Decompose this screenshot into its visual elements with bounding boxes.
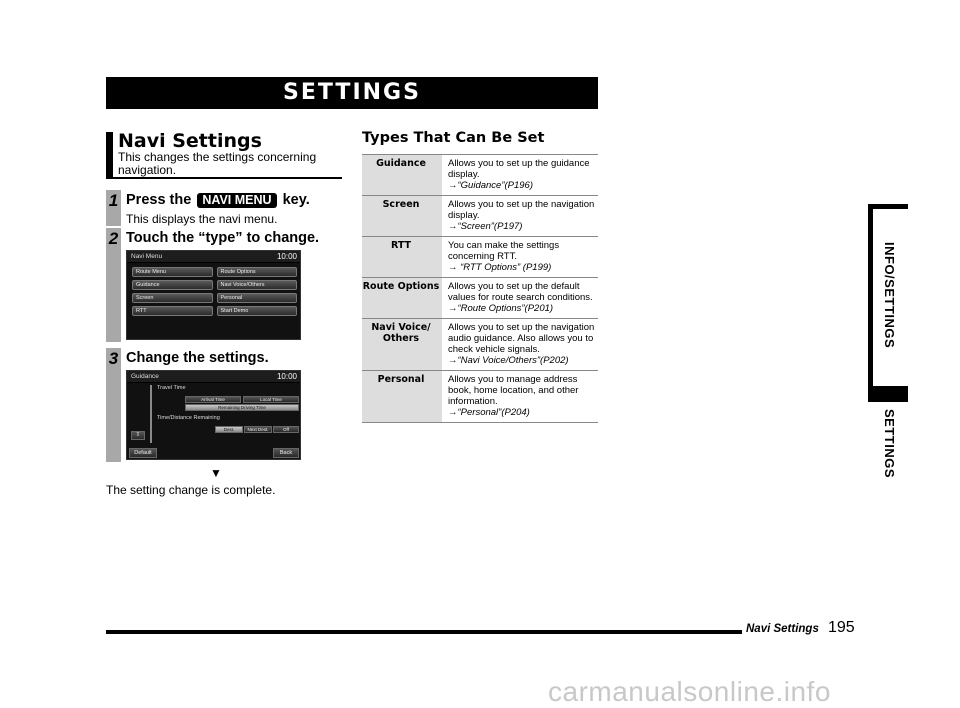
footer-rule bbox=[106, 630, 742, 634]
type-desc-text: Allows you to set up the navigation display. bbox=[448, 199, 595, 221]
scroll-up-icon[interactable]: ⇧ bbox=[131, 431, 145, 440]
route-options-button[interactable]: Route Options bbox=[217, 267, 298, 277]
guidance-button[interactable]: Guidance bbox=[132, 280, 213, 290]
scroll-track[interactable] bbox=[150, 385, 152, 443]
step-1 bbox=[106, 190, 342, 230]
type-reference: →“Route Options”(P201) bbox=[448, 303, 554, 314]
step-number: 3 bbox=[106, 348, 121, 462]
navi-menu-screen bbox=[126, 250, 301, 340]
table-row bbox=[362, 278, 598, 319]
step-title-post: key. bbox=[278, 192, 310, 208]
step-2 bbox=[106, 228, 342, 348]
screen-clock: 10:00 bbox=[276, 252, 297, 261]
types-table bbox=[362, 154, 598, 423]
type-reference: →“Screen”(P197) bbox=[448, 221, 523, 232]
screen-title-bar bbox=[127, 251, 300, 263]
screen-clock: 10:00 bbox=[276, 372, 297, 381]
type-name: Route Options bbox=[362, 278, 442, 319]
type-description bbox=[442, 196, 598, 237]
type-reference: →“Guidance”(P196) bbox=[448, 180, 534, 191]
type-name: RTT bbox=[362, 237, 442, 278]
rtt-button[interactable]: RTT bbox=[132, 306, 213, 316]
route-menu-button[interactable]: Route Menu bbox=[132, 267, 213, 277]
time-distance-label: Time/Distance Remaining bbox=[157, 415, 220, 421]
type-name: Guidance bbox=[362, 155, 442, 196]
section-label: SETTINGS bbox=[882, 409, 897, 479]
table-row bbox=[362, 371, 598, 423]
type-desc-text: Allows you to set up the default values for route search conditions. bbox=[448, 281, 593, 303]
step-title-pre: Press the bbox=[126, 192, 196, 208]
section-banner: SETTINGS bbox=[106, 77, 598, 109]
default-button[interactable]: Default bbox=[129, 448, 157, 458]
type-reference: →“Navi Voice/Others”(P202) bbox=[448, 355, 569, 366]
next-dest-button[interactable]: Next Dest. bbox=[244, 426, 272, 433]
type-desc-text: Allows you to set up the guidance display. bbox=[448, 158, 590, 180]
footer-section-label: Navi Settings bbox=[746, 623, 819, 635]
navi-menu-key-badge: NAVI MENU bbox=[197, 193, 276, 208]
type-description bbox=[442, 155, 598, 196]
local-time-button[interactable]: Local Time bbox=[243, 396, 299, 403]
remaining-driving-time-button[interactable]: Remaining Driving Time bbox=[185, 404, 299, 411]
table-row bbox=[362, 196, 598, 237]
chapter-side-tab bbox=[868, 204, 908, 480]
types-title: Types That Can Be Set bbox=[362, 130, 545, 146]
type-name: Screen bbox=[362, 196, 442, 237]
type-reference: → “RTT Options” (P199) bbox=[448, 262, 552, 273]
chapter-label: INFO/SETTINGS bbox=[882, 242, 897, 349]
type-name: Navi Voice/ Others bbox=[362, 319, 442, 371]
step-description: This displays the navi menu. bbox=[126, 212, 278, 226]
type-description bbox=[442, 371, 598, 423]
screen-title-bar bbox=[127, 371, 300, 383]
type-name: Personal bbox=[362, 371, 442, 423]
dest-button[interactable]: Dest. bbox=[215, 426, 243, 433]
section-intro: This changes the settings concerning navigation. bbox=[118, 150, 317, 177]
step-number: 1 bbox=[106, 190, 121, 226]
navi-voice-others-button[interactable]: Navi Voice/Others bbox=[217, 280, 298, 290]
side-tab-marker bbox=[868, 386, 908, 402]
start-demo-button[interactable]: Start Demo bbox=[217, 306, 298, 316]
type-desc-text: Allows you to manage address book, home location, and other information. bbox=[448, 374, 579, 407]
type-description bbox=[442, 319, 598, 371]
section-header bbox=[106, 132, 342, 179]
step-title bbox=[126, 190, 310, 210]
watermark: carmanualsonline.info bbox=[548, 676, 831, 707]
type-desc-text: You can make the settings concerning RTT. bbox=[448, 240, 560, 262]
step-number: 2 bbox=[106, 228, 121, 342]
personal-button[interactable]: Personal bbox=[217, 293, 298, 303]
completion-text: The setting change is complete. bbox=[106, 483, 276, 497]
step-title: Touch the “type” to change. bbox=[126, 230, 320, 246]
travel-time-label: Travel Time bbox=[157, 385, 186, 391]
type-description bbox=[442, 278, 598, 319]
section-title: Navi Settings bbox=[118, 130, 262, 152]
type-description bbox=[442, 237, 598, 278]
screen-title: Navi Menu bbox=[131, 253, 163, 260]
type-reference: →“Personal”(P204) bbox=[448, 407, 530, 418]
page-number: 195 bbox=[828, 619, 855, 636]
down-arrow-icon: ▼ bbox=[210, 466, 222, 480]
table-row bbox=[362, 155, 598, 196]
table-row bbox=[362, 237, 598, 278]
navi-menu-grid bbox=[132, 267, 297, 316]
off-button[interactable]: Off bbox=[273, 426, 299, 433]
table-row bbox=[362, 319, 598, 371]
step-title: Change the settings. bbox=[126, 350, 269, 366]
type-desc-text: Allows you to set up the navigation audio guidance. Also allows you to check vehicle signals. bbox=[448, 322, 595, 355]
guidance-screen bbox=[126, 370, 301, 460]
arrival-time-button[interactable]: Arrival Time bbox=[185, 396, 241, 403]
screen-button[interactable]: Screen bbox=[132, 293, 213, 303]
screen-title: Guidance bbox=[131, 373, 159, 380]
step-3 bbox=[106, 348, 342, 468]
back-button[interactable]: Back bbox=[273, 448, 299, 458]
